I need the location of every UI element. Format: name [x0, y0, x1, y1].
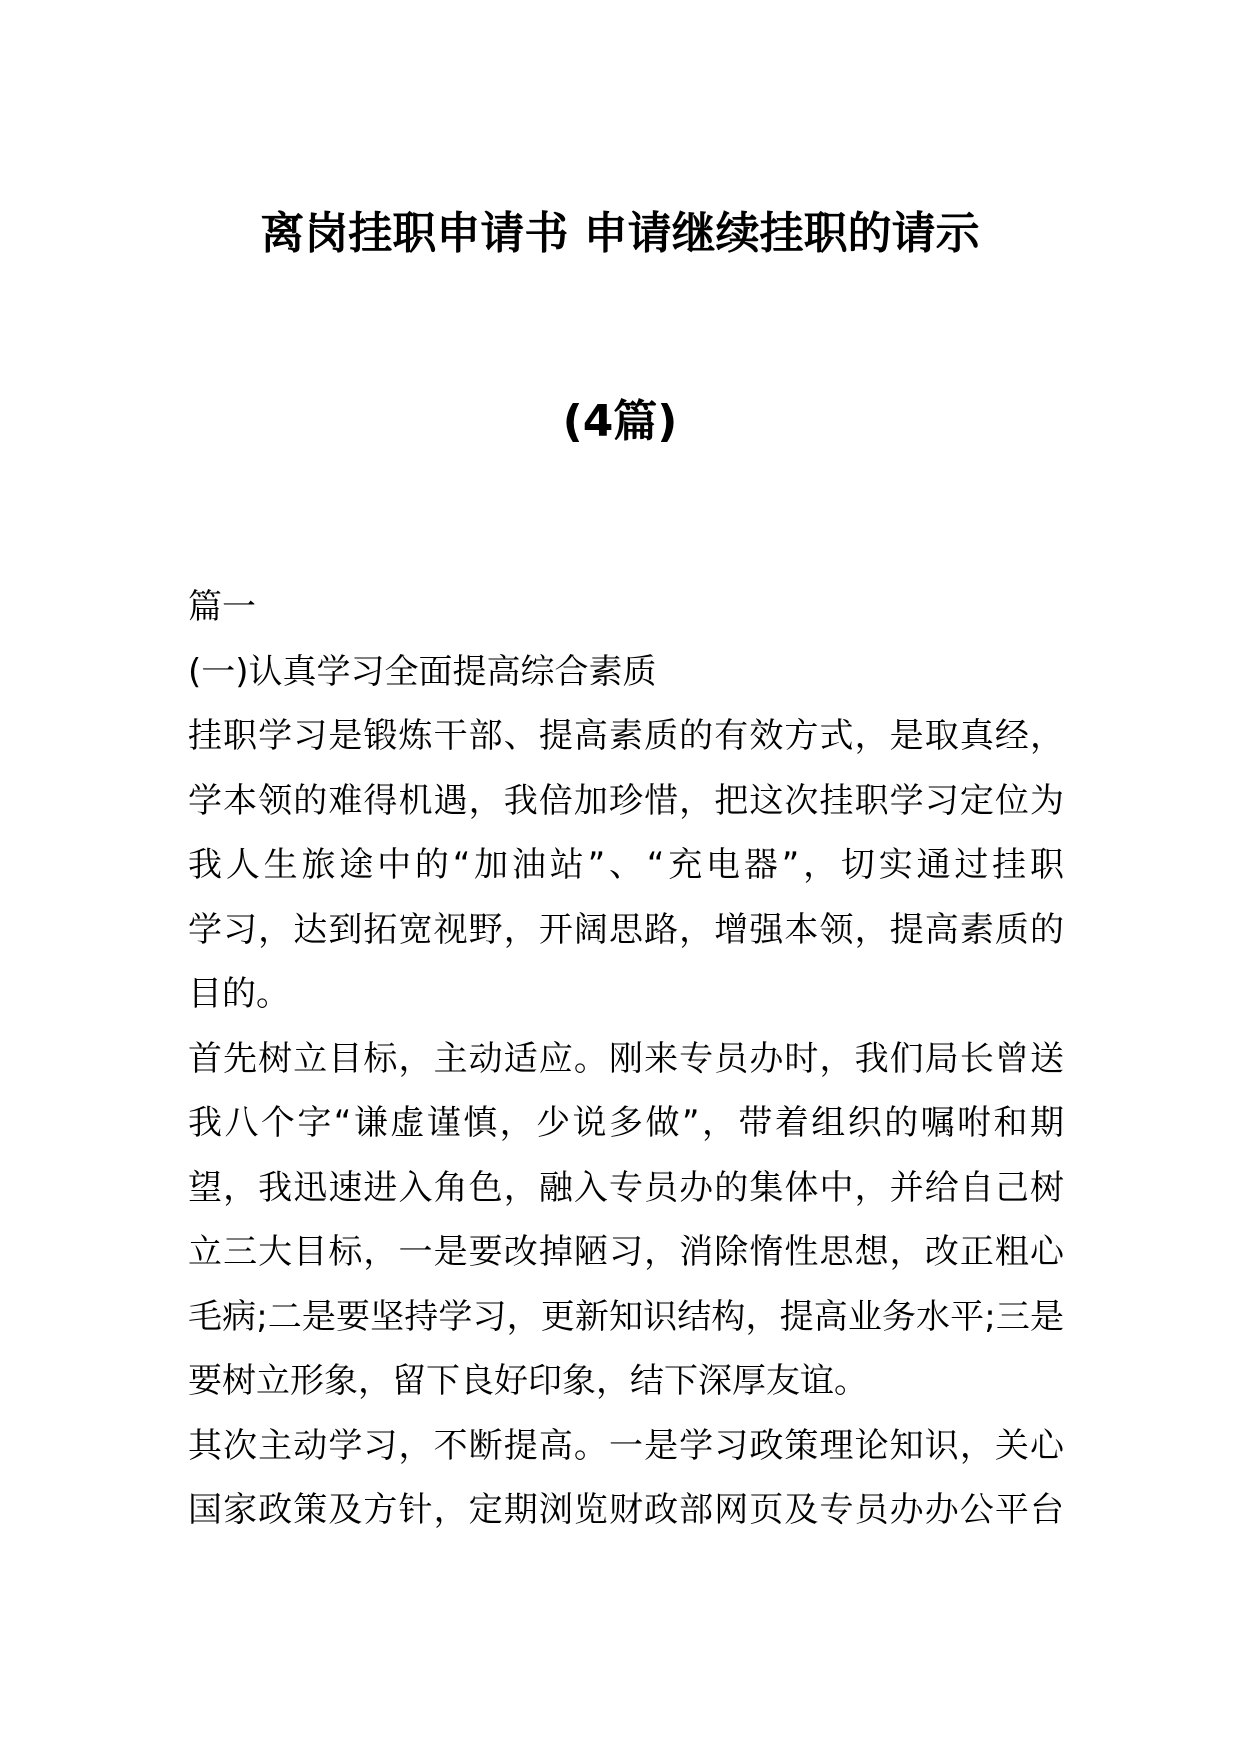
body-line: 毛病;二是要坚持学习，更新知识结构，提高业务水平;三是: [188, 1296, 1064, 1337]
body-line: 立三大目标，一是要改掉陋习，消除惰性思想，改正粗心: [188, 1232, 1064, 1272]
body-line: 篇一: [188, 587, 256, 627]
body-line: 目的。: [188, 974, 290, 1014]
body-line: 首先树立目标，主动适应。刚来专员办时，我们局长曾送: [188, 1038, 1064, 1079]
body-line: 我八个字“谦虚谨慎，少说多做”，带着组织的嘱咐和期: [188, 1103, 1064, 1143]
document-body: [188, 575, 1064, 1543]
document-subtitle: (4篇): [562, 396, 678, 447]
body-line: 学习，达到拓宽视野，开阔思路，增强本领，提高素质的: [188, 909, 1064, 950]
document-title: 离岗挂职申请书 申请继续挂职的请示: [260, 208, 980, 259]
body-line: 挂职学习是锻炼干部、提高素质的有效方式，是取真经，: [188, 716, 1064, 756]
body-line: (一)认真学习全面提高综合素质: [188, 651, 657, 692]
body-line: 望，我迅速进入角色，融入专员办的集体中，并给自己树: [188, 1167, 1064, 1208]
body-line: 国家政策及方针，定期浏览财政部网页及专员办办公平台: [188, 1490, 1064, 1530]
body-line: 其次主动学习，不断提高。一是学习政策理论知识，关心: [188, 1425, 1064, 1466]
body-line: 学本领的难得机遇，我倍加珍惜，把这次挂职学习定位为: [188, 780, 1064, 821]
body-line: 我人生旅途中的“加油站”、“充电器”，切实通过挂职: [188, 845, 1064, 885]
body-line: 要树立形象，留下良好印象，结下深厚友谊。: [188, 1361, 868, 1401]
